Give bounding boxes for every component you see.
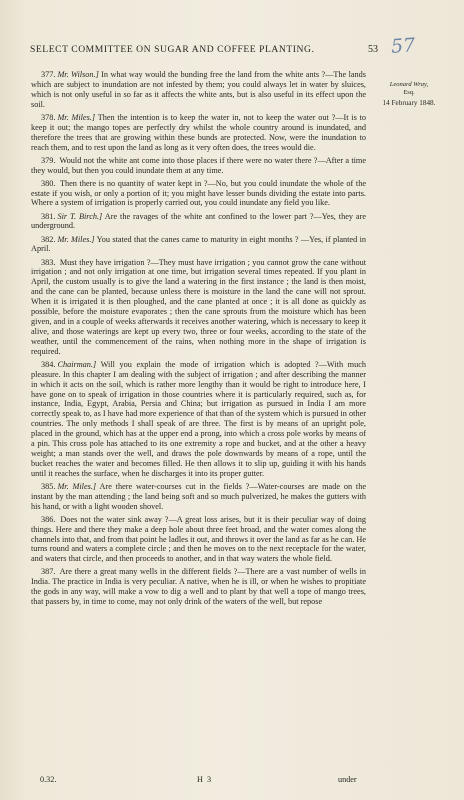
question-answer-text: Does not the water sink away ?—A great loss arises, but it is their peculiar way of doing things. Here and there they make a deep hole about three feet broad, and the water comes along the channels into that, and from that point he ladles it out, and throws it over the land as far as he can. He turns round and waters a complete circle ; and then he moves on to the next receptacle for the water, and waters that circle, and then proceeds to another, and in that way waters the whole field. [31, 514, 366, 564]
question-answer-text: You stated that the canes came to maturity in eight months ? —Yes, if planted in April. [31, 234, 366, 254]
question-number: 384. [41, 359, 56, 369]
question-number: 378. [41, 112, 56, 122]
footer-catchword: under [338, 775, 357, 784]
question-number: 383. [41, 257, 56, 267]
question-answer-text: Would not the white ant come into those places if there were no water there ?—After a time they would, but then you could inundate them at any time. [31, 155, 366, 175]
handwritten-folio-number: 57 [390, 34, 416, 58]
page-title: SELECT COMMITTEE ON SUGAR AND COFFEE PLANTING. [30, 44, 315, 55]
question-number: 387. [41, 567, 56, 577]
testimony-paragraph [31, 515, 366, 565]
footer-sheet-number: 0.32. [40, 775, 57, 784]
question-answer-text: Will you explain the mode of irrigation which is adopted ?—With much pleasure. In this chapter I am dealing with the subject of irrigation ; and after describing the manner in which it acts on the soil, which is rather more lengthy than it would be right to introduce here, I have gone on to speak of irrigation in those countries where it is particularly required, such as, for instance, India, Egypt, Arabia, Persia and China; but irrigation as pursued in India I am more correctly speak to, as I have had more experience of that than of the system which is pursued in other countries. The only methods I shall speak of are three. The first is by means of an upright pole, placed in the ground, which has at the upper end a prong, into which a cross pole works by means of a pin. This cross pole has attached to its one extremity a rope and bucket, and at the other a heavy weight; a man stands over the well, and draws the pole downwards by means of a rope, until the bucket reaches the water and becomes filled. He then allows it to slip up, guiding it with his hands until it reaches the surface, when he discharges it into its proper gutter. [31, 359, 366, 478]
speaker-name: Mr. Wilson.] [57, 70, 99, 79]
question-answer-text: Then the intention is to keep the water in, not to keep the water out ?—It is to keep it out; the mango topes are perfectly dry whilst the whole country around is inundated, and therefore the trees that are growing within these bunds are protected. Now, were the inundation to reach them, and to rest upon the land as long as it very often does, the trees would die. [31, 112, 366, 152]
testimony-paragraph [31, 567, 366, 607]
question-number: 385. [41, 481, 56, 491]
question-number: 382. [41, 234, 56, 244]
margin-witness-name: Leonard Wray, [389, 81, 429, 88]
question-number: 379. [41, 155, 56, 165]
testimony-body [31, 70, 366, 607]
question-answer-text: Are there water-courses cut in the fields ?—Water-courses are made on the instant by the man attending ; the land being soft and so much pulverized, he makes the gutters with his hand, or with a light wooden shovel. [31, 481, 366, 511]
margin-date: 14 February 1848. [382, 99, 436, 107]
question-number: 380. [41, 178, 56, 188]
speaker-name: Chairman.] [57, 359, 97, 369]
question-answer-text: Must they have irrigation ?—They must have irrigation ; you cannot grow the cane without irrigation ; and not only irrigation at one time, but irrigation several times repeated. If you plant in April, the custom usually is to give the land a watering in the first instance ; the land is then moist, and the cane can be planted, because unless there is moisture in the land the cane will not sprout. When it is irrigated it is then ploughed, and the cane planted at once ; it is all done as quickly as possible, before the moisture evaporates ; then the cane sprouts from the moisture which has been given, and in a couple of weeks afterwards it receives another watering, which is necessary to keep it alive, and those waterings are kept up every two, three or four weeks, according to the state of the weather, until the commencement of the rains, when nothing more in the shape of irrigation is required. [31, 257, 366, 356]
speaker-name: Mr. Miles.] [57, 481, 97, 491]
testimony-paragraph [31, 179, 366, 209]
page-number: 53 [368, 44, 378, 55]
speaker-name: Mr. Miles.] [57, 112, 96, 122]
question-number: 381. [41, 211, 56, 221]
testimony-paragraph [31, 70, 366, 110]
testimony-paragraph [31, 360, 366, 479]
question-answer-text: Then there is no quantity of water kept in ?—No, but you could inundate the whole of the estate if you wish, or only a portion of it; you might have lesser bunds dividing the estate into parts. Where a system of irrigation is properly carried out, you could inundate any field you like. [31, 178, 366, 208]
question-number: 386. [41, 514, 56, 524]
question-answer-text: Are there a great many wells in the different fields ?—There are a vast number of wells in India. The practice in India is very peculiar. A native, when he is ill, or when he wishes to propitiate the gods in any way, will make a vow to dig a well and to plant by that well a tope of mango trees, that passers by, in time to come, may not only drink of the waters of the well, but repose [31, 567, 366, 607]
testimony-paragraph [31, 235, 366, 255]
footer-signature-mark: H 3 [197, 775, 213, 784]
testimony-paragraph [31, 156, 366, 176]
testimony-paragraph [31, 113, 366, 153]
testimony-paragraph [31, 212, 366, 232]
testimony-paragraph [31, 258, 366, 357]
question-number: 377. [41, 70, 56, 79]
testimony-paragraph [31, 482, 366, 512]
speaker-name: Mr. Miles.] [57, 234, 95, 244]
question-answer-text: In what way would the bunding free the land from the white ants ?—The lands which are subject to inundation are not infested by them; you could always let in water by sluices, which is not only useful in so far as it affects the white ants, but is also useful in its effect upon the soil. [31, 70, 366, 109]
margin-witness-suffix: Esq. [403, 89, 415, 96]
question-answer-text: Are the ravages of the white ant confined to the lower part ?—Yes, they are underground. [31, 211, 366, 231]
speaker-name: Sir T. Birch.] [57, 211, 103, 221]
